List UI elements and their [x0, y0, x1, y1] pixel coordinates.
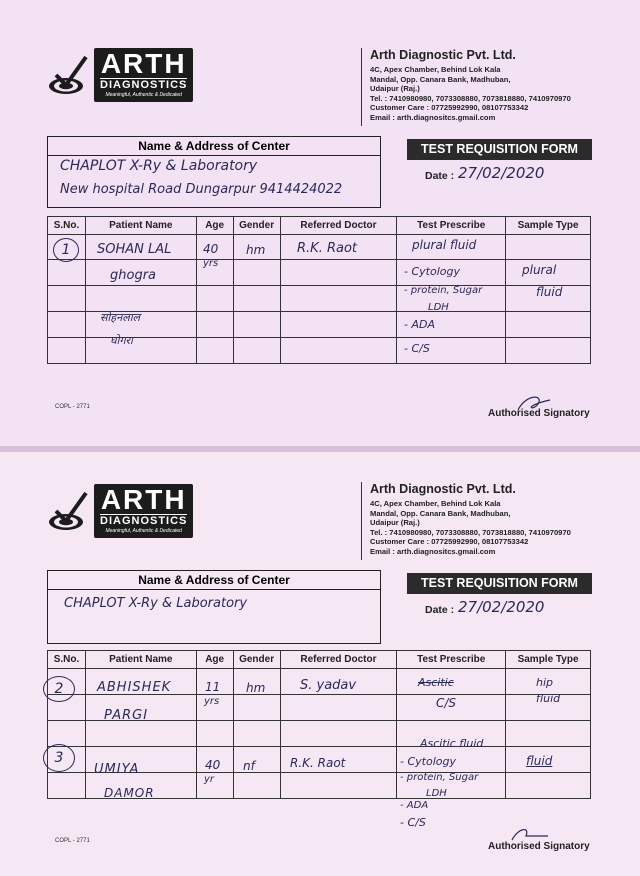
company-logo — [46, 48, 193, 102]
test-item: - protein, Sugar — [400, 772, 479, 783]
logo-sub-text: DIAGNOSTICS — [100, 79, 188, 91]
date-value: 27/02/2020 — [458, 164, 545, 182]
logo-main-text: ARTH — [100, 48, 187, 79]
col-sno: S.No. — [48, 651, 86, 669]
sample-type: plural — [522, 263, 557, 277]
test-item: Ascitic fluid — [420, 737, 484, 750]
test-item: LDH — [428, 302, 449, 313]
test-item: - Cytology — [400, 755, 456, 768]
company-info — [370, 48, 571, 122]
col-referred-doctor: Referred Doctor — [280, 217, 397, 235]
requisition-form-2 — [0, 452, 640, 876]
company-address-2: Mandal, Opp. Canara Bank, Madhuban, — [370, 74, 511, 84]
test-item: - ADA — [400, 800, 429, 811]
serial-number: 2 — [43, 676, 75, 702]
referred-doctor: R.K. Raot — [290, 756, 346, 770]
col-gender: Gender — [233, 651, 280, 669]
col-test-prescribe: Test Prescribe — [397, 651, 506, 669]
col-sample-type: Sample Type — [506, 217, 591, 235]
patient-age: 40 — [205, 758, 221, 772]
company-address-2: Mandal, Opp. Canara Bank, Madhuban, — [370, 508, 511, 518]
form-title: TEST REQUISITION FORM — [407, 573, 592, 594]
sample-type: fluid — [536, 285, 563, 299]
center-name-handwritten: CHAPLOT X-Ry & Laboratory — [60, 158, 258, 174]
company-name: Arth Diagnostic Pvt. Ltd. — [370, 482, 516, 496]
company-address-1: 4C, Apex Chamber, Behind Lok Kala — [370, 499, 501, 508]
center-heading: Name & Address of Center — [48, 137, 380, 156]
logo-tagline: Meaningful, Authentic & Dedicated — [105, 528, 182, 534]
serial-number: 3 — [43, 744, 75, 772]
patient-gender: hm — [246, 243, 266, 257]
patient-name: UMIYA — [94, 762, 140, 777]
table-header-row — [48, 217, 591, 235]
company-address-3: Udaipur (Raj.) — [370, 84, 420, 93]
date-label: Date : — [425, 170, 455, 182]
target-check-icon — [46, 489, 90, 533]
test-item: plural fluid — [412, 238, 477, 252]
patient-name: ABHISHEK — [97, 680, 172, 695]
col-patient-name: Patient Name — [85, 651, 196, 669]
authorised-signatory: Authorised Signatory — [488, 408, 590, 419]
sample-type: hip — [536, 676, 554, 689]
patient-name: SOHAN LAL — [97, 242, 172, 257]
patient-age-unit: yrs — [204, 696, 220, 707]
patient-surname-hindi: घोगरा — [110, 334, 133, 347]
date-value: 27/02/2020 — [458, 598, 545, 616]
test-item: - C/S — [404, 342, 430, 355]
form-title: TEST REQUISITION FORM — [407, 139, 592, 160]
company-email: Email : arth.diagnositcs.gmail.com — [370, 112, 496, 122]
col-test-prescribe: Test Prescribe — [397, 217, 506, 235]
authorised-signatory: Authorised Signatory — [488, 841, 590, 852]
patient-surname: DAMOR — [104, 786, 155, 800]
test-item: - C/S — [400, 816, 426, 829]
col-sample-type: Sample Type — [506, 651, 591, 669]
patient-surname: ghogra — [110, 268, 157, 283]
test-item: C/S — [436, 696, 457, 710]
col-gender: Gender — [233, 217, 280, 235]
center-address-handwritten: New hospital Road Dungarpur 9414424022 — [60, 182, 343, 197]
col-patient-name: Patient Name — [85, 217, 196, 235]
company-telephone: Tel. : 7410980980, 7073308880, 7073818880, 7410970970 — [370, 527, 571, 537]
test-item: LDH — [426, 788, 447, 799]
company-customer-care: Customer Care : 07725992990, 08107753342 — [370, 537, 529, 546]
test-item: - ADA — [404, 318, 435, 331]
patient-surname: PARGI — [104, 708, 149, 723]
target-check-icon — [46, 53, 90, 97]
col-referred-doctor: Referred Doctor — [280, 651, 397, 669]
company-telephone: Tel. : 7410980980, 7073308880, 7073818880, 7410970970 — [370, 93, 571, 103]
company-email: Email : arth.diagnositcs.gmail.com — [370, 546, 496, 556]
header-divider — [361, 482, 362, 560]
copl-number: COPL - 2771 — [55, 404, 90, 410]
date-label: Date : — [425, 604, 455, 616]
table-row — [48, 286, 591, 312]
test-item-struck: Ascitic — [418, 676, 454, 689]
test-item: - Cytology — [404, 265, 460, 278]
patient-age-unit: yrs — [203, 258, 219, 269]
patient-age: 40 — [203, 242, 219, 256]
referred-doctor: S. yadav — [300, 678, 357, 693]
company-name: Arth Diagnostic Pvt. Ltd. — [370, 48, 516, 62]
company-customer-care: Customer Care : 07725992990, 08107753342 — [370, 103, 529, 112]
company-address-1: 4C, Apex Chamber, Behind Lok Kala — [370, 65, 501, 74]
logo-sub-text: DIAGNOSTICS — [100, 515, 188, 527]
sample-type: fluid — [526, 754, 553, 768]
patient-name-hindi: सोहनलाल — [100, 311, 140, 324]
col-age: Age — [196, 217, 233, 235]
patient-gender: hm — [246, 681, 266, 695]
company-address-3: Udaipur (Raj.) — [370, 518, 420, 527]
company-logo — [46, 484, 193, 538]
col-age: Age — [196, 651, 233, 669]
center-heading: Name & Address of Center — [48, 571, 380, 590]
referred-doctor: R.K. Raot — [297, 241, 358, 256]
company-info — [370, 482, 571, 556]
table-header-row — [48, 651, 591, 669]
serial-number: 1 — [53, 238, 79, 262]
table-row — [48, 721, 591, 747]
sample-type: fluid — [536, 692, 561, 705]
test-item: - protein, Sugar — [404, 285, 483, 296]
col-sno: S.No. — [48, 217, 86, 235]
copl-number: COPL - 2771 — [55, 838, 90, 844]
patient-age: 11 — [205, 680, 221, 694]
center-name-handwritten: CHAPLOT X-Ry & Laboratory — [64, 596, 248, 611]
patient-age-unit: yr — [204, 774, 215, 785]
header-divider — [361, 48, 362, 126]
patient-gender: nf — [243, 759, 255, 773]
logo-tagline: Meaningful, Authentic & Dedicated — [105, 92, 182, 98]
logo-main-text: ARTH — [100, 484, 187, 515]
